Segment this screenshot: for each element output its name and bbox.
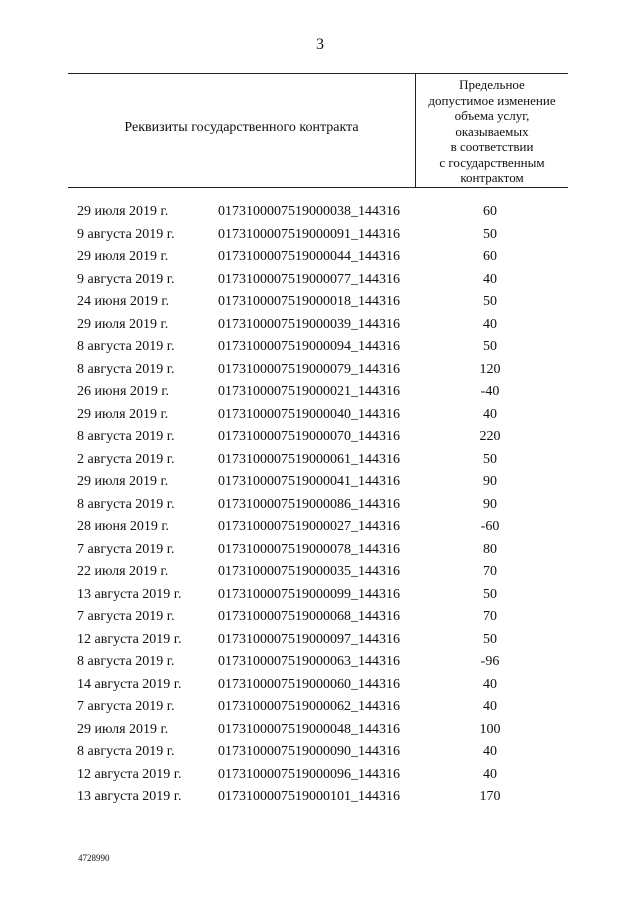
contract-number: 0173100007519000070_144316 (218, 429, 400, 444)
header-volume-line: с государственным (439, 154, 545, 170)
contract-date: 8 августа 2019 г. (77, 654, 175, 669)
contract-number: 0173100007519000038_144316 (218, 204, 400, 219)
volume-change: -96 (480, 654, 500, 669)
contract-number: 0173100007519000090_144316 (218, 744, 400, 759)
table-row (0, 203, 640, 226)
contract-number: 0173100007519000027_144316 (218, 519, 400, 534)
volume-change: 50 (483, 226, 497, 242)
contract-date: 12 августа 2019 г. (77, 766, 182, 782)
contract-date: 24 июня 2019 г. (77, 294, 170, 309)
table-row (0, 721, 640, 744)
table-row (0, 248, 640, 271)
table-row (0, 743, 640, 766)
contract-date: 22 июля 2019 г. (77, 564, 169, 579)
table-row (0, 788, 640, 811)
volume-change: 50 (483, 294, 497, 309)
contract-number: 0173100007519000044_144316 (218, 249, 400, 264)
volume-change: 60 (483, 204, 497, 219)
table-row (0, 518, 640, 541)
volume-change: 70 (483, 609, 497, 624)
contract-date: 2 августа 2019 г. (77, 451, 175, 467)
volume-change: 120 (479, 361, 501, 377)
contract-number: 0173100007519000091_144316 (218, 226, 400, 242)
volume-change: 40 (483, 271, 497, 287)
table-row (0, 631, 640, 654)
table-row (0, 766, 640, 789)
contract-date: 29 июля 2019 г. (77, 316, 169, 332)
contract-number: 0173100007519000068_144316 (218, 609, 400, 624)
volume-change: 50 (483, 451, 497, 467)
contract-date: 12 августа 2019 г. (77, 631, 182, 647)
volume-change: 50 (483, 631, 497, 647)
contract-date: 29 июля 2019 г. (77, 474, 169, 489)
table-row (0, 451, 640, 474)
contract-date: 29 июля 2019 г. (77, 249, 169, 264)
volume-change: 90 (483, 496, 497, 512)
contract-number: 0173100007519000048_144316 (218, 721, 400, 737)
contract-date: 29 июля 2019 г. (77, 204, 169, 219)
table-row (0, 361, 640, 384)
header-volume-line: допустимое изменение (428, 92, 556, 108)
contract-date: 26 июня 2019 г. (77, 384, 170, 399)
contract-number: 0173100007519000086_144316 (218, 496, 400, 512)
table-row (0, 293, 640, 316)
contract-date: 7 августа 2019 г. (77, 699, 175, 714)
contract-date: 8 августа 2019 г. (77, 339, 175, 354)
volume-change: 40 (483, 766, 497, 782)
contract-number: 0173100007519000079_144316 (218, 361, 400, 377)
volume-change: 80 (483, 541, 497, 557)
table-row (0, 406, 640, 429)
page-number: 3 (316, 36, 324, 53)
contract-date: 9 августа 2019 г. (77, 226, 175, 242)
contract-number: 0173100007519000041_144316 (218, 474, 400, 489)
volume-change: 70 (483, 564, 497, 579)
contract-number: 0173100007519000063_144316 (218, 654, 400, 669)
contract-date: 7 августа 2019 г. (77, 541, 175, 557)
volume-change: 100 (479, 721, 501, 737)
contract-date: 8 августа 2019 г. (77, 429, 175, 444)
contract-number: 0173100007519000035_144316 (218, 564, 400, 579)
contract-date: 14 августа 2019 г. (77, 676, 182, 692)
volume-change: 170 (479, 789, 501, 804)
volume-change: 40 (483, 676, 497, 692)
contract-number: 0173100007519000097_144316 (218, 631, 400, 647)
volume-change: -60 (480, 519, 500, 534)
header-contract-details: Реквизиты государственного контракта (124, 120, 359, 135)
contract-date: 7 августа 2019 г. (77, 609, 175, 624)
header-volume-line: объема услуг, (454, 108, 530, 123)
table-header-rule (68, 187, 568, 188)
volume-change: 40 (483, 316, 497, 332)
contract-number: 0173100007519000094_144316 (218, 339, 400, 354)
contract-number: 0173100007519000101_144316 (218, 789, 400, 804)
volume-change: 60 (483, 249, 497, 264)
contract-number: 0173100007519000096_144316 (218, 766, 400, 782)
volume-change: -40 (480, 384, 500, 399)
contract-number: 0173100007519000039_144316 (218, 316, 400, 332)
contract-number: 0173100007519000077_144316 (218, 271, 400, 287)
contract-date: 8 августа 2019 г. (77, 361, 175, 377)
contract-date: 29 июля 2019 г. (77, 406, 169, 422)
volume-change: 50 (483, 586, 497, 602)
document-code: 4728990 (78, 853, 110, 863)
table-row (0, 541, 640, 564)
contract-number: 0173100007519000078_144316 (218, 541, 400, 557)
contract-table-body (0, 203, 640, 811)
contract-date: 8 августа 2019 г. (77, 496, 175, 512)
table-row (0, 586, 640, 609)
header-volume-change (416, 77, 568, 186)
table-row (0, 698, 640, 721)
table-row (0, 608, 640, 631)
header-volume-line: контрактом (460, 170, 524, 185)
volume-change: 50 (483, 339, 497, 354)
table-row (0, 428, 640, 451)
table-row (0, 271, 640, 294)
table-row (0, 226, 640, 249)
contract-number: 0173100007519000062_144316 (218, 699, 400, 714)
contract-date: 9 августа 2019 г. (77, 271, 175, 287)
header-volume-line: оказываемых (455, 123, 529, 139)
table-row (0, 653, 640, 676)
volume-change: 40 (483, 406, 497, 422)
contract-date: 13 августа 2019 г. (77, 789, 182, 804)
table-row (0, 496, 640, 519)
contract-number: 0173100007519000021_144316 (218, 384, 400, 399)
table-row (0, 316, 640, 339)
header-volume-line: Предельное (459, 77, 525, 92)
contract-date: 28 июня 2019 г. (77, 519, 170, 534)
contract-number: 0173100007519000040_144316 (218, 406, 400, 422)
table-row (0, 473, 640, 496)
contract-number: 0173100007519000060_144316 (218, 676, 400, 692)
table-row (0, 383, 640, 406)
contract-number: 0173100007519000061_144316 (218, 451, 400, 467)
header-volume-line: в соответствии (450, 139, 534, 154)
volume-change: 40 (483, 699, 497, 714)
contract-number: 0173100007519000018_144316 (218, 294, 400, 309)
table-row (0, 338, 640, 361)
table-top-rule (68, 73, 568, 74)
table-row (0, 563, 640, 586)
contract-date: 8 августа 2019 г. (77, 744, 175, 759)
contract-date: 29 июля 2019 г. (77, 721, 169, 737)
volume-change: 90 (483, 474, 497, 489)
contract-number: 0173100007519000099_144316 (218, 586, 400, 602)
table-row (0, 676, 640, 699)
contract-date: 13 августа 2019 г. (77, 586, 182, 602)
volume-change: 40 (483, 744, 497, 759)
volume-change: 220 (479, 429, 501, 444)
